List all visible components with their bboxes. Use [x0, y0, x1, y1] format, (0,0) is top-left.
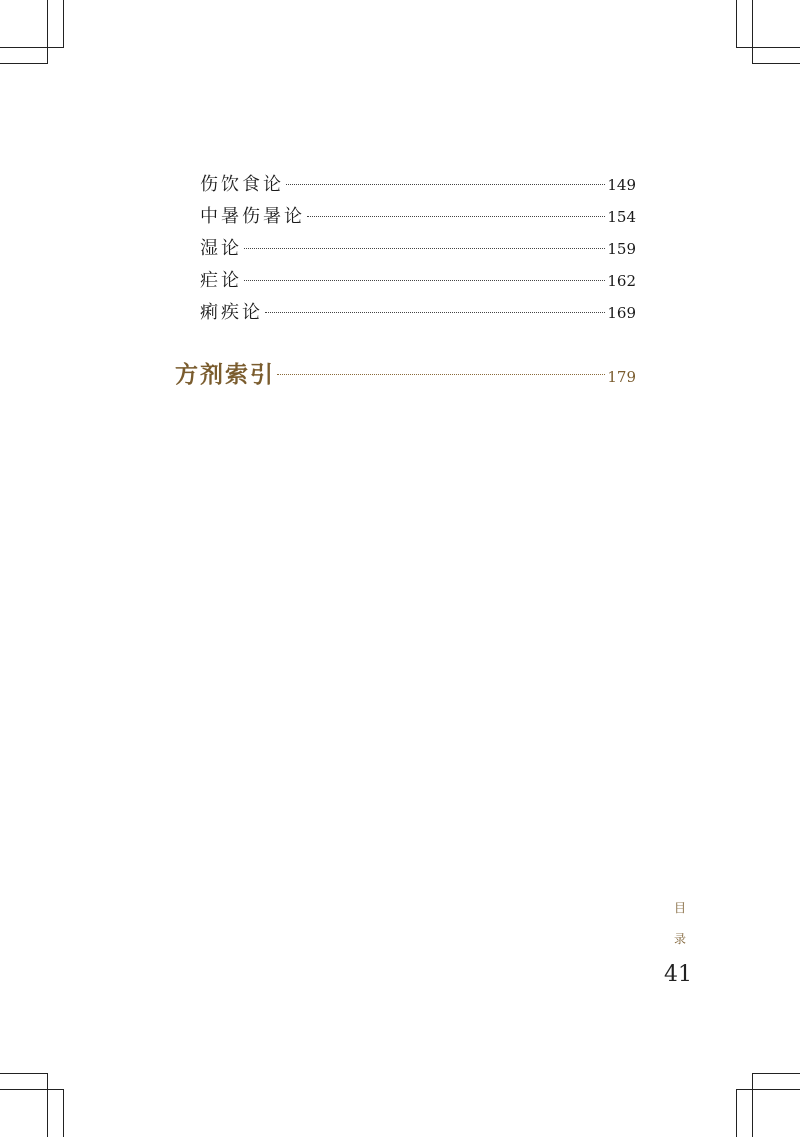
crop-mark-bottom-right-vertical-2	[736, 1089, 737, 1137]
running-header-char-2: 录	[673, 932, 686, 946]
crop-mark-top-right-vertical	[752, 0, 753, 64]
crop-mark-top-left-horizontal	[0, 47, 64, 48]
crop-mark-bottom-left-vertical	[47, 1073, 48, 1137]
crop-mark-bottom-left-horizontal-2	[0, 1073, 48, 1074]
toc-entry-title: 疟论	[200, 270, 242, 291]
toc-entry-title: 伤饮食论	[200, 174, 284, 195]
toc-entry[interactable]	[200, 238, 636, 260]
crop-mark-bottom-right-horizontal	[736, 1089, 800, 1090]
toc-entry-page: 149	[607, 176, 636, 194]
running-header-char-1: 目	[673, 901, 686, 915]
toc-entry-title: 痢疾论	[200, 302, 263, 323]
toc-entry[interactable]	[200, 270, 636, 292]
toc-entry[interactable]	[200, 174, 636, 196]
crop-mark-top-left-vertical	[47, 0, 48, 64]
toc-dot-leader	[307, 216, 605, 217]
toc-entry[interactable]	[200, 302, 636, 324]
crop-mark-top-right-vertical-2	[736, 0, 737, 48]
toc-index-entry[interactable]	[175, 361, 636, 388]
crop-mark-bottom-right-vertical	[752, 1073, 753, 1137]
crop-mark-bottom-left-horizontal	[0, 1089, 64, 1090]
toc-entry-page: 162	[607, 272, 636, 290]
toc-dot-leader	[244, 280, 605, 281]
crop-mark-top-right-horizontal	[736, 47, 800, 48]
crop-mark-top-left-vertical-2	[63, 0, 64, 48]
toc-dot-leader	[286, 184, 605, 185]
toc-index-page: 179	[607, 368, 636, 386]
toc-dot-leader	[244, 248, 605, 249]
toc-entry-page: 159	[607, 240, 636, 258]
crop-mark-bottom-right-horizontal-2	[752, 1073, 800, 1074]
toc-entry-page: 154	[607, 208, 636, 226]
toc-entry-title: 湿论	[200, 238, 242, 259]
toc-entry-page: 169	[607, 304, 636, 322]
crop-mark-top-left-horizontal-2	[0, 63, 48, 64]
toc-entry-title: 中暑伤暑论	[200, 206, 305, 227]
toc-entry[interactable]	[200, 206, 636, 228]
crop-mark-top-right-horizontal-2	[752, 63, 800, 64]
crop-mark-bottom-left-vertical-2	[63, 1089, 64, 1137]
toc-index-title: 方剂索引	[175, 361, 275, 388]
page-number: 41	[664, 962, 692, 987]
toc-dot-leader	[277, 374, 605, 375]
toc-dot-leader	[265, 312, 605, 313]
